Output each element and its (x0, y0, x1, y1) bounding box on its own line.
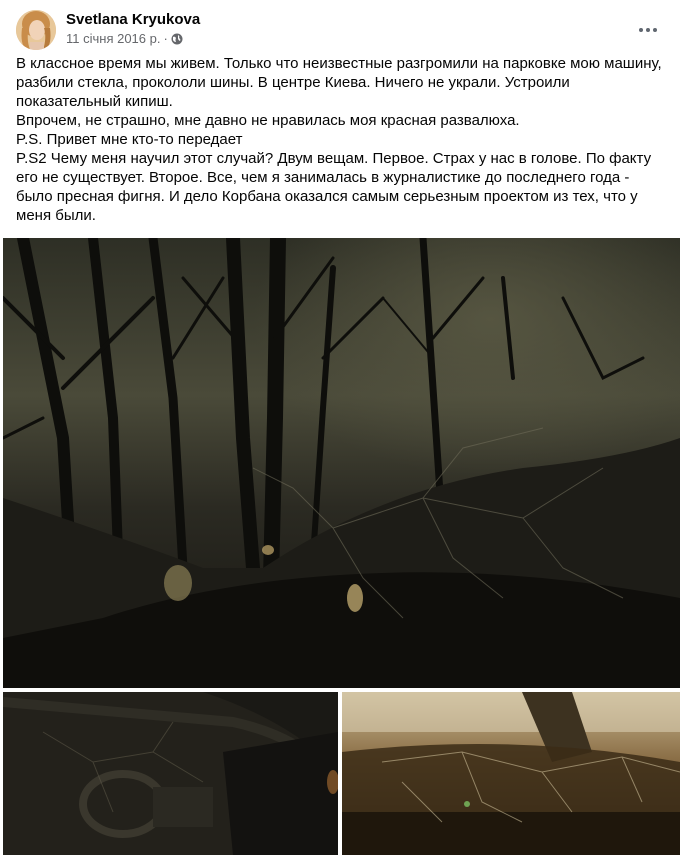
meta-separator: · (163, 31, 168, 46)
more-horizontal-icon (639, 28, 643, 32)
post-header (16, 10, 664, 50)
post-paragraph: P.S. Привет мне кто-то передает (16, 131, 243, 148)
post-text (16, 54, 664, 225)
more-dot (646, 28, 650, 32)
post-date[interactable]: 11 січня 2016 р. (66, 31, 161, 46)
more-options-button[interactable] (632, 14, 664, 46)
post-paragraph: P.S2 Чему меня научил этот случай? Двум вещам. Первое. Страх у нас в голове. По факту его не существует. Второе. Все, чем я занималась в журналистике до последнего года - было пресная фигня. И дело Корбана оказался самым серьезным проектом из тех, что у меня были. (16, 150, 652, 224)
post-paragraph: Впрочем, не страшно, мне давно не нравилась моя красная развалюха. (16, 112, 520, 129)
avatar[interactable] (16, 10, 56, 50)
post-meta (66, 31, 183, 46)
post-photo-main[interactable] (3, 238, 680, 688)
author-name[interactable]: Svetlana Kryukova (66, 11, 201, 28)
post-photo-windshield[interactable] (342, 692, 680, 855)
globe-icon[interactable] (171, 33, 183, 45)
more-dot (653, 28, 657, 32)
post-paragraph: В классное время мы живем. Только что неизвестные разгромили на парковке мою машину, разбили стекла, прокололи шины. В центре Киева. Ничего не украли. Устроили показательный кипиш. (16, 55, 662, 110)
post-photo-interior[interactable] (3, 692, 338, 855)
